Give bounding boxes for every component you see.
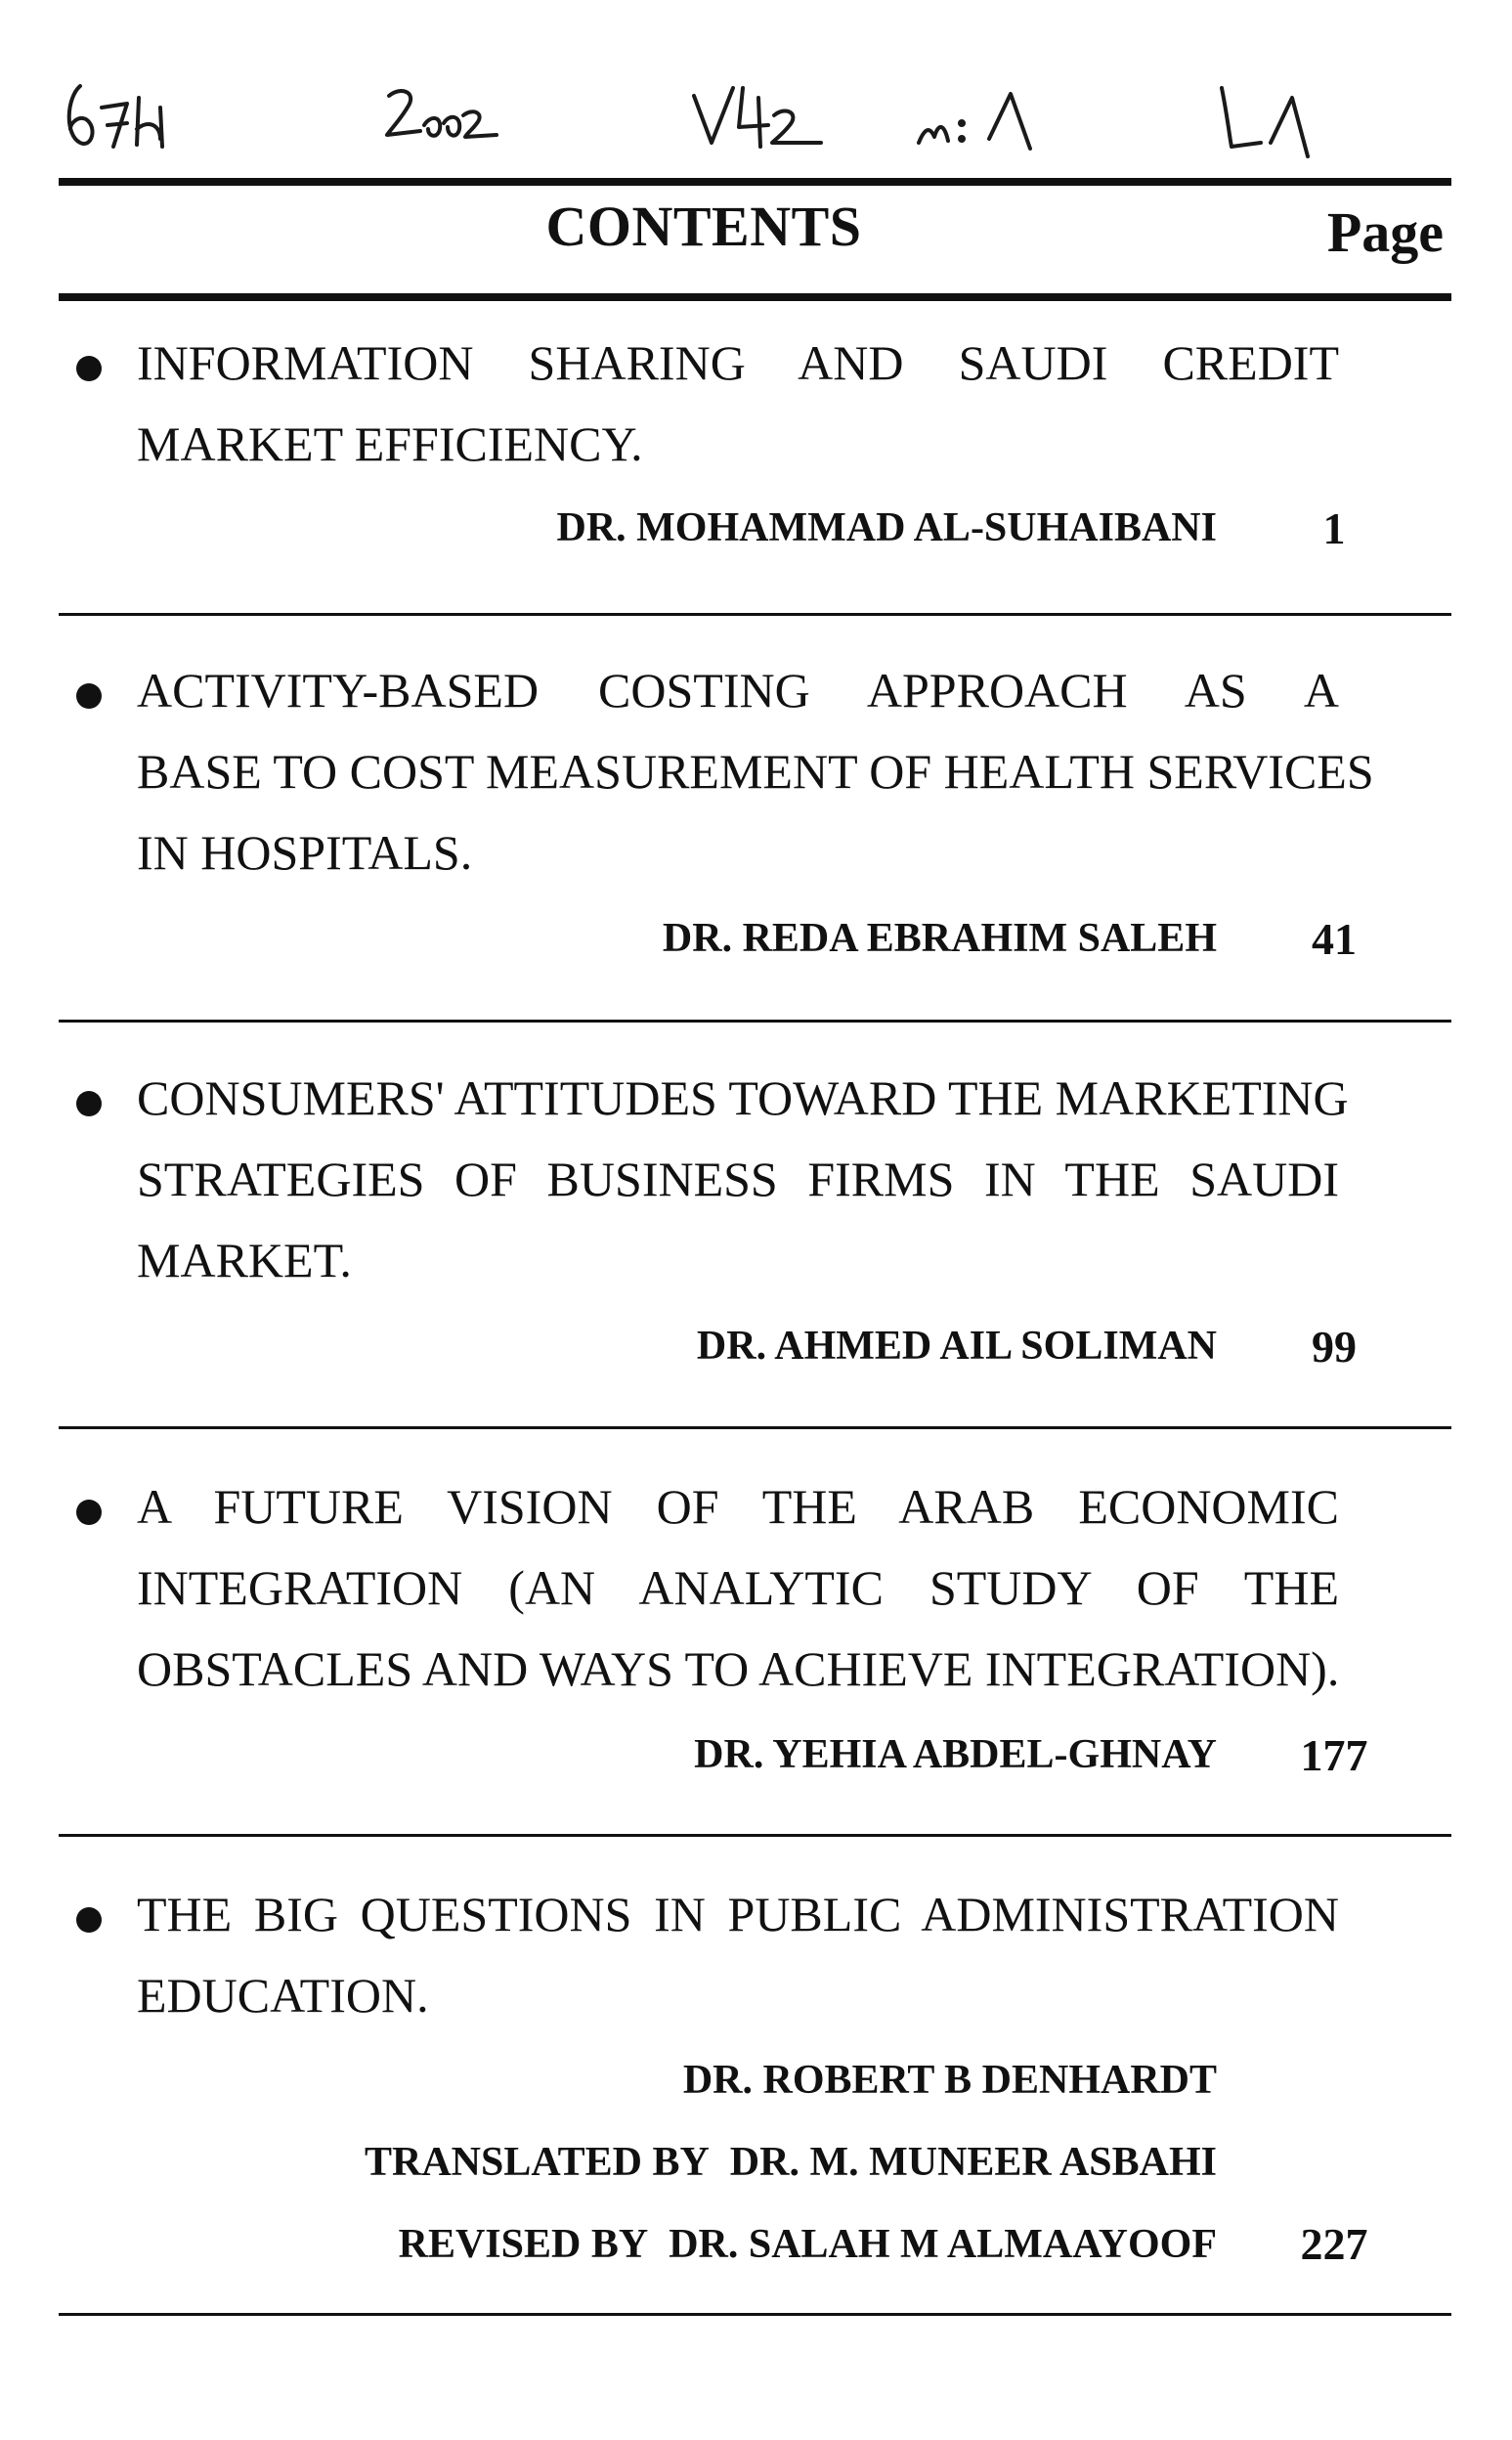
page-column-heading: Page [1326,200,1444,264]
entry-divider [59,1834,1451,1837]
article-title-line: EDUCATION. [137,1968,429,2023]
reviser-prefix: REVISED BY [398,2222,649,2267]
article-title-line: CONSUMERS' ATTITUDES TOWARD THE MARKETING [137,1070,1349,1125]
article-translator [365,2139,1217,2186]
bullet-icon [76,1907,102,1933]
page-number: 1 [1322,503,1346,553]
page-number: 177 [1300,1730,1368,1780]
top-rule [59,178,1451,186]
article-title [137,1874,1339,2036]
article-title-line: MARKET. [137,1233,352,1287]
article-title-line: INTEGRATION (AN ANALYTIC STUDY OF THE [137,1560,1339,1615]
article-author: DR. YEHIA ABDEL-GHNAY [694,1732,1217,1777]
article-title-line: ACTIVITY-BASED COSTING APPROACH AS A [137,663,1339,718]
article-title [137,323,1339,485]
article-author: DR. AHMED AIL SOLIMAN [696,1324,1217,1369]
article-title [137,1466,1339,1710]
article-title-line: OBSTACLES AND WAYS TO ACHIEVE INTEGRATION). [137,1641,1340,1696]
page-number: 99 [1312,1322,1357,1372]
article-author: DR. MOHAMMAD AL-SUHAIBANI [556,505,1217,550]
header-rule [59,293,1451,301]
article-title-line: IN HOSPITALS. [137,825,473,880]
entry-divider [59,1426,1451,1429]
article-author: DR. REDA EBRAHIM SALEH [662,916,1217,961]
bullet-icon [76,1500,102,1525]
reviser-name: DR. SALAH M ALMAAYOOF [669,2222,1217,2267]
page-number: 227 [1300,2219,1368,2269]
handwritten-annotation [59,59,1407,166]
bottom-rule [59,2313,1451,2316]
entry-divider [59,1020,1451,1023]
article-title [137,650,1374,893]
article-title-line: STRATEGIES OF BUSINESS FIRMS IN THE SAUDI [137,1152,1339,1206]
article-author: DR. ROBERT B DENHARDT [682,2058,1217,2103]
handwritten-annotation-drawing [59,59,1407,166]
contents-heading: CONTENTS [545,195,862,258]
article-title-line: BASE TO COST MEASUREMENT OF HEALTH SERVICES [137,744,1374,799]
article-title-line: A FUTURE VISION OF THE ARAB ECONOMIC [137,1479,1339,1534]
article-reviser [399,2221,1217,2268]
page-number: 41 [1312,914,1357,964]
article-title [137,1058,1349,1301]
translator-prefix: TRANSLATED BY [365,2140,710,2185]
bullet-icon [76,683,102,709]
entry-divider [59,613,1451,616]
article-title-line: INFORMATION SHARING AND SAUDI CREDIT [137,335,1339,390]
article-title-line: THE BIG QUESTIONS IN PUBLIC ADMINISTRATION [137,1887,1339,1941]
bullet-icon [76,1091,102,1116]
article-title-line: MARKET EFFICIENCY. [137,416,643,471]
bullet-icon [76,356,102,381]
translator-name: DR. M. MUNEER ASBAHI [729,2140,1217,2185]
